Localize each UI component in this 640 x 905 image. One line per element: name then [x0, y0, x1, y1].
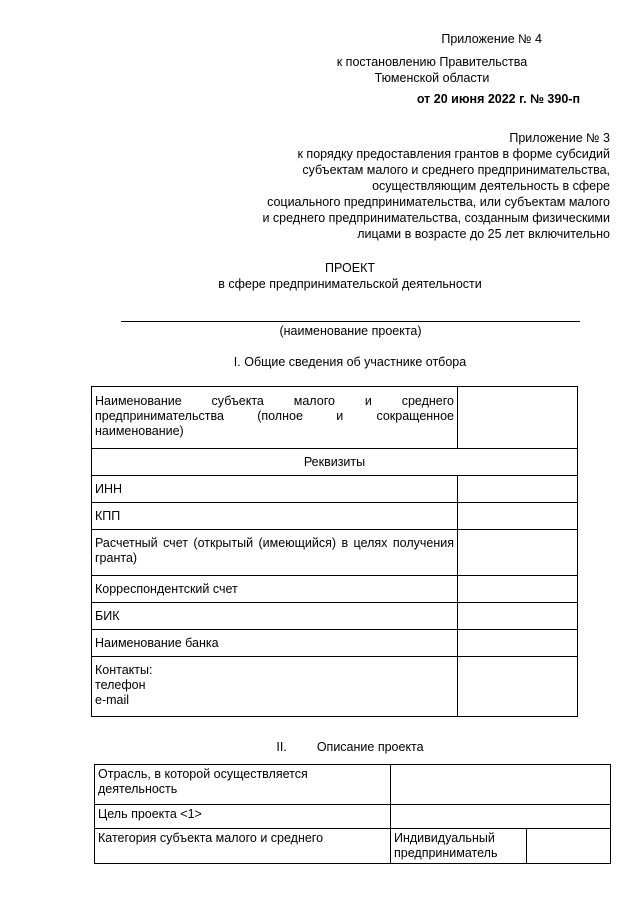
row-label-bik: БИК — [92, 603, 458, 630]
row-value-cell[interactable] — [391, 805, 611, 829]
table-row — [95, 765, 611, 805]
row-value-cell[interactable] — [527, 829, 611, 864]
project-description-table — [94, 764, 611, 864]
row-value-cell[interactable] — [458, 503, 578, 530]
appendix3-line: социального предпринимательства, или субъектам малого — [267, 195, 610, 209]
table-row — [95, 829, 611, 864]
table-row — [92, 530, 578, 576]
appendix3-line: и среднего предпринимательства, созданным физическими — [262, 211, 610, 225]
row-label-bank: Наименование банка — [92, 630, 458, 657]
row-label-account: Расчетный счет (открытый (имеющийся) в целях получения гранта) — [92, 530, 458, 576]
row-label-industry: Отрасль, в которой осуществляется деятельность — [95, 765, 391, 805]
participant-info-table — [91, 386, 578, 717]
table-row — [92, 503, 578, 530]
document-title — [0, 260, 640, 292]
section1-heading: I. Общие сведения об участнике отбора — [233, 355, 467, 369]
row-label-kpp: КПП — [92, 503, 458, 530]
table-row — [92, 603, 578, 630]
phone-label: телефон — [95, 678, 146, 692]
appendix4-line: Тюменской области — [374, 71, 490, 85]
section2-title: Описание проекта — [316, 740, 424, 754]
appendix3-title: Приложение № 3 — [509, 131, 610, 145]
appendix3-block — [190, 130, 610, 242]
row-value-cell[interactable] — [458, 387, 578, 449]
table-row — [92, 657, 578, 717]
project-name-line — [121, 321, 580, 322]
row-value-cell[interactable] — [458, 576, 578, 603]
row-value-cell[interactable] — [391, 765, 611, 805]
document-title-main: ПРОЕКТ — [324, 261, 376, 275]
appendix4-title: Приложение № 4 — [441, 32, 542, 46]
appendix3-line: к порядку предоставления грантов в форме субсидий — [297, 147, 610, 161]
requisites-header: Реквизиты — [92, 449, 578, 476]
row-label-corr-account: Корреспондентский счет — [92, 576, 458, 603]
table-row — [92, 476, 578, 503]
row-label-name: Наименование субъекта малого и среднего предпринимательства (полное и сокращенное наименование) — [92, 387, 458, 449]
row-value-cell[interactable] — [458, 476, 578, 503]
table-row — [95, 805, 611, 829]
row-value-cell[interactable] — [458, 530, 578, 576]
contacts-label: Контакты: — [95, 663, 153, 677]
table-row — [92, 630, 578, 657]
row-value-cell[interactable] — [458, 657, 578, 717]
table-row — [92, 449, 578, 476]
appendix3-line: субъектам малого и среднего предпринимательства, — [302, 163, 610, 177]
row-value-cell[interactable] — [458, 630, 578, 657]
option-entrepreneur: Индивидуальный предприниматель — [391, 829, 527, 864]
appendix4-line: к постановлению Правительства — [336, 55, 528, 69]
section2-number: II. — [276, 740, 287, 754]
row-label-contacts — [92, 657, 458, 717]
appendix3-line: осуществляющим деятельность в сфере — [372, 179, 610, 193]
row-label-category: Категория субъекта малого и среднего — [95, 829, 391, 864]
project-name-caption: (наименование проекта) — [279, 324, 422, 338]
appendix4-reference — [272, 54, 592, 86]
row-label-goal: Цель проекта <1> — [95, 805, 391, 829]
appendix3-line: лицами в возрасте до 25 лет включительно — [357, 227, 610, 241]
row-label-inn: ИНН — [92, 476, 458, 503]
appendix4-date: от 20 июня 2022 г. № 390-п — [416, 92, 580, 106]
email-label: e-mail — [95, 693, 130, 707]
row-value-cell[interactable] — [458, 603, 578, 630]
table-row — [92, 576, 578, 603]
document-title-sub: в сфере предпринимательской деятельности — [218, 277, 482, 291]
table-row — [92, 387, 578, 449]
section2-heading — [0, 740, 640, 754]
